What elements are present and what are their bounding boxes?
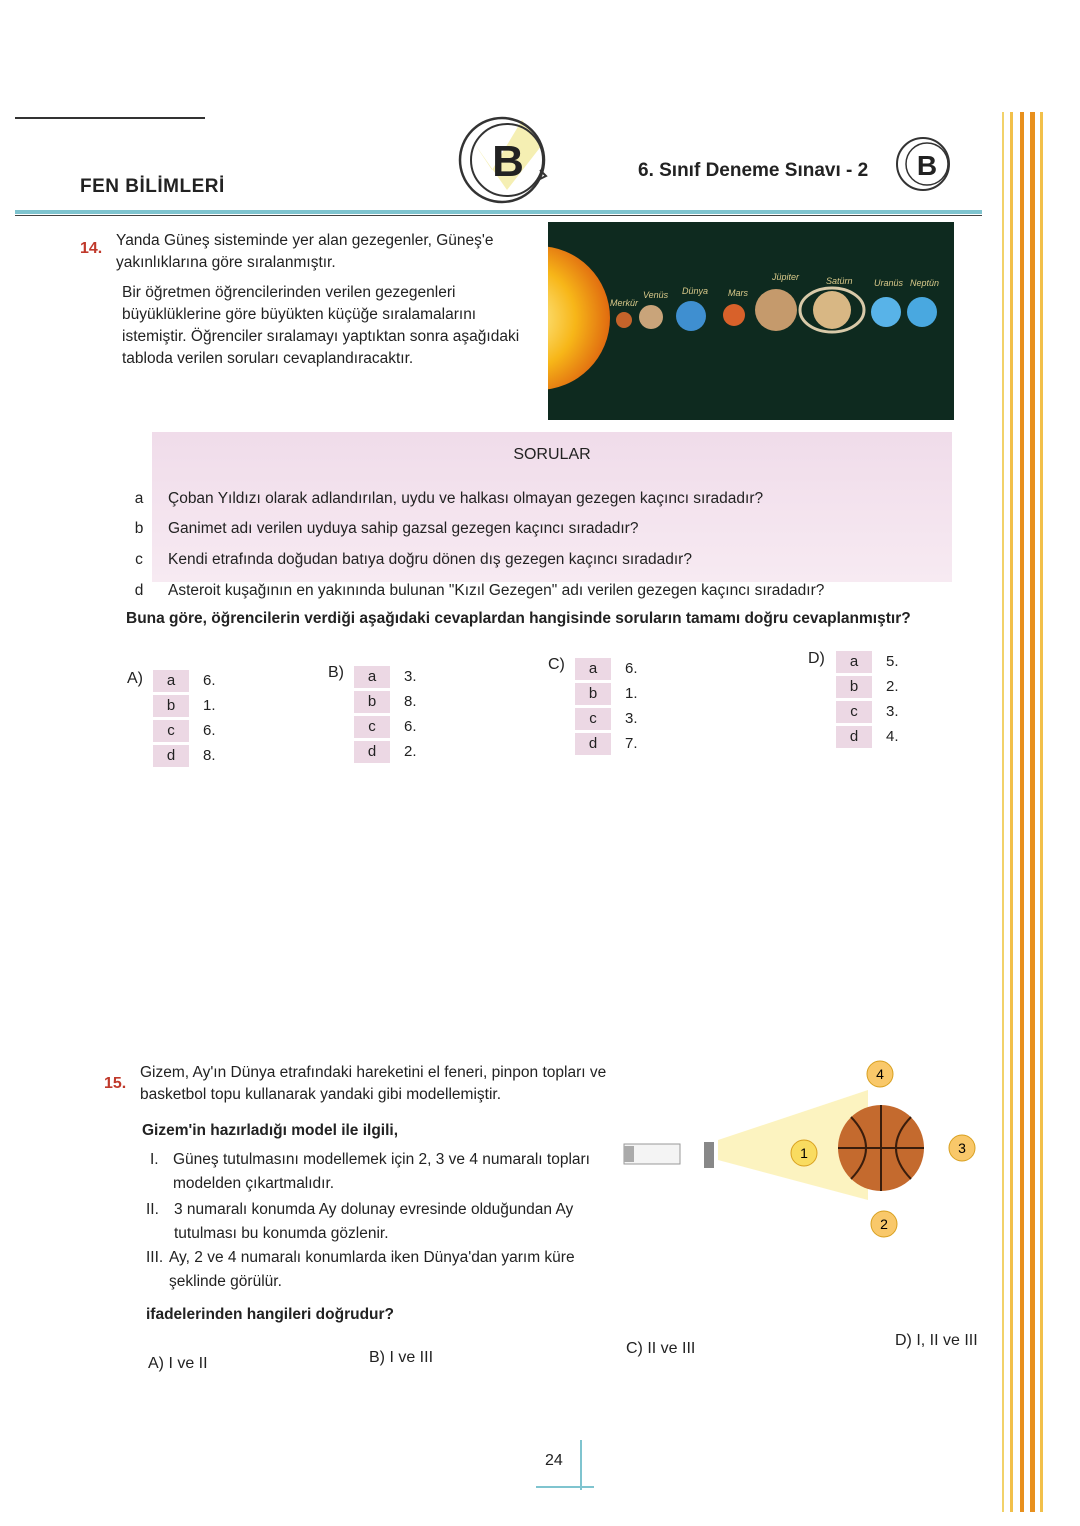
opt-key: b xyxy=(354,691,390,713)
flashlight-head xyxy=(704,1142,714,1168)
row-text: Asteroit kuşağının en yakınında bulunan "Kızıl Gezegen" adı verilen gezegen kaçıncı sıradadır? xyxy=(168,582,825,599)
planet-saturn xyxy=(813,291,851,329)
opt-value: 3. xyxy=(404,668,417,685)
question-14-intro: Yanda Güneş sisteminde yer alan gezegenler, Güneş'e yakınlıklarına göre sıralanmıştır. xyxy=(116,232,494,271)
top-rule xyxy=(15,117,205,119)
questions-table-title: SORULAR xyxy=(513,446,591,463)
statement-text: Güneş tutulmasını modellemek için 2, 3 ve 4 numaralı topları modelden çıkartmalıdır. xyxy=(173,1151,590,1192)
statement-text: 3 numaralı konumda Ay dolunay evresinde olduğundan Ay tutulması bu konumda gözlenir. xyxy=(174,1201,574,1242)
page-number: 24 xyxy=(545,1452,563,1469)
opt-value: 8. xyxy=(404,693,417,710)
question-14-prompt: Buna göre, öğrencilerin verdiği aşağıdaki cevaplardan hangisinde soruların tamamı doğru cevaplanmıştır? xyxy=(126,610,911,627)
subject-title: FEN BİLİMLERİ xyxy=(80,176,225,197)
ball-label-4: 4 xyxy=(876,1066,884,1082)
ball-label-3: 3 xyxy=(958,1140,966,1156)
label-earth: Dünya xyxy=(682,286,709,296)
table-row xyxy=(128,578,948,606)
statement-num: III. xyxy=(146,1249,164,1266)
planet-venus xyxy=(639,305,663,329)
opt-key: c xyxy=(575,708,611,730)
solar-system-image xyxy=(548,222,954,420)
opt-key: c xyxy=(153,720,189,742)
option-d-label[interactable]: D) xyxy=(808,650,825,667)
answer-d[interactable]: D) I, II ve III xyxy=(895,1332,978,1349)
opt-value: 7. xyxy=(625,735,638,752)
option-b-table[interactable] xyxy=(354,666,434,766)
opt-value: 8. xyxy=(203,747,216,764)
booklet-letter: B xyxy=(492,137,524,186)
planet-mercury xyxy=(616,312,632,328)
planet-earth xyxy=(676,301,706,331)
option-c-label[interactable]: C) xyxy=(548,656,565,673)
opt-value: 6. xyxy=(625,660,638,677)
opt-value: 6. xyxy=(203,672,216,689)
row-text: Kendi etrafında doğudan batıya doğru dönen dış gezegen kaçıncı sıradadır? xyxy=(168,551,692,568)
planet-mars xyxy=(723,304,745,326)
page-stripe xyxy=(1040,112,1043,1512)
sun-icon xyxy=(548,246,610,390)
question-15-number: 15. xyxy=(104,1075,127,1092)
row-key: b xyxy=(128,516,150,542)
answer-c[interactable]: C) II ve III xyxy=(626,1340,696,1357)
opt-key: a xyxy=(575,658,611,680)
label-jupiter: Jüpiter xyxy=(772,272,800,282)
statement-3 xyxy=(146,1246,610,1294)
booklet-b-logo xyxy=(452,110,552,210)
label-uranus: Uranüs xyxy=(874,278,904,288)
statement-num: II. xyxy=(146,1201,159,1218)
answer-a[interactable]: A) I ve II xyxy=(148,1355,208,1372)
row-key: c xyxy=(128,547,150,573)
opt-value: 5. xyxy=(886,653,899,670)
page-stripe xyxy=(1002,112,1004,1512)
statement-2 xyxy=(146,1198,610,1246)
planet-neptune xyxy=(907,297,937,327)
opt-key: c xyxy=(354,716,390,738)
label-mercury: Merkür xyxy=(610,298,639,308)
row-text: Ganimet adı verilen uyduya sahip gazsal gezegen kaçıncı sıradadır? xyxy=(168,520,639,537)
label-saturn: Satürn xyxy=(826,276,853,286)
row-key: d xyxy=(128,578,150,604)
opt-key: b xyxy=(153,695,189,717)
opt-value: 2. xyxy=(886,678,899,695)
option-b-label[interactable]: B) xyxy=(328,664,344,681)
opt-key: a xyxy=(836,651,872,673)
opt-key: d xyxy=(153,745,189,767)
opt-key: d xyxy=(575,733,611,755)
ball-label-1: 1 xyxy=(800,1145,808,1161)
question-14-number: 14. xyxy=(80,240,103,257)
page-number-mark xyxy=(580,1440,582,1490)
label-mars: Mars xyxy=(728,288,748,298)
opt-value: 2. xyxy=(404,743,417,760)
option-c-table[interactable] xyxy=(575,658,655,758)
opt-value: 6. xyxy=(404,718,417,735)
option-d-table[interactable] xyxy=(836,651,916,751)
opt-value: 1. xyxy=(625,685,638,702)
option-a-table[interactable] xyxy=(153,670,233,770)
ball-label-2: 2 xyxy=(880,1216,888,1232)
moon-model-diagram xyxy=(618,1050,988,1250)
opt-key: a xyxy=(153,670,189,692)
opt-key: d xyxy=(354,741,390,763)
opt-value: 4. xyxy=(886,728,899,745)
question-15-lead: Gizem'in hazırladığı model ile ilgili, xyxy=(142,1122,399,1139)
statement-text: Ay, 2 ve 4 numaralı konumlarda iken Dünya'dan yarım küre şeklinde görülür. xyxy=(169,1249,575,1290)
option-a-label[interactable]: A) xyxy=(127,670,143,687)
table-row xyxy=(128,486,948,514)
opt-key: c xyxy=(836,701,872,723)
booklet-letter-small: B xyxy=(916,150,938,181)
question-15-intro: Gizem, Ay'ın Dünya etrafındaki hareketini el feneri, pinpon topları ve basketbol topu kullanarak yandaki gibi modellemiştir. xyxy=(140,1064,607,1103)
page-stripe xyxy=(1020,112,1024,1512)
flashlight-cap xyxy=(624,1146,634,1162)
answer-b[interactable]: B) I ve III xyxy=(369,1349,434,1366)
page-number-underline xyxy=(536,1486,594,1488)
booklet-b-small-logo xyxy=(893,130,957,194)
table-row xyxy=(128,547,948,575)
statement-num: I. xyxy=(150,1151,159,1168)
question-15-prompt: ifadelerinden hangileri doğrudur? xyxy=(146,1306,395,1323)
row-key: a xyxy=(128,486,150,512)
opt-value: 6. xyxy=(203,722,216,739)
statement-1 xyxy=(150,1148,610,1196)
planet-jupiter xyxy=(755,289,797,331)
label-neptune: Neptün xyxy=(910,278,940,288)
page-stripe xyxy=(1030,112,1035,1512)
opt-value: 3. xyxy=(625,710,638,727)
header-line xyxy=(15,210,982,214)
opt-key: a xyxy=(354,666,390,688)
opt-value: 3. xyxy=(886,703,899,720)
opt-key: b xyxy=(836,676,872,698)
row-text: Çoban Yıldızı olarak adlandırılan, uydu ve halkası olmayan gezegen kaçıncı sıradadır? xyxy=(168,490,764,507)
planet-uranus xyxy=(871,297,901,327)
opt-key: d xyxy=(836,726,872,748)
exam-title: 6. Sınıf Deneme Sınavı - 2 xyxy=(638,160,869,181)
header-line-dark xyxy=(15,215,982,216)
opt-value: 1. xyxy=(203,697,216,714)
table-row xyxy=(128,516,948,544)
opt-key: b xyxy=(575,683,611,705)
question-14-paragraph: Bir öğretmen öğrencilerinden verilen gezegenleri büyüklüklerine göre büyükten küçüğe sıralamalarını istemiştir. Öğrenciler sıralamayı yaptıktan sonra aşağıdaki tabloda verilen soruları cevaplandıracaktır. xyxy=(122,284,520,367)
page-stripe xyxy=(1010,112,1013,1512)
label-venus: Venüs xyxy=(643,290,669,300)
